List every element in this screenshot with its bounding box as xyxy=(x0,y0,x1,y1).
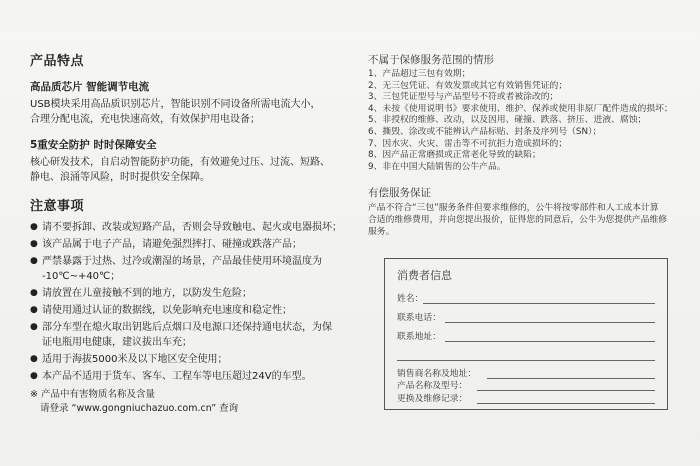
list-item: 6、撕毁、涂改或不能辨认产品标贴、封条及序列号（SN）； xyxy=(368,126,602,137)
feature-chip-line-2: 合理分配电流，充电快速高效，有效保护用电设备； xyxy=(30,114,260,125)
address-line-2 xyxy=(397,360,655,361)
bullet-icon: ● xyxy=(30,288,38,298)
list-item: ● 适用于海拔5000米及以下地区安全使用； xyxy=(30,354,228,365)
bullet-icon: ● xyxy=(30,222,38,232)
phone-line xyxy=(445,322,655,323)
product-features-title: 产品特点 xyxy=(30,54,85,69)
list-item: ● 请不要拆卸、改装或短路产品，否则会导致触电、起火或电器损坏； xyxy=(30,222,342,233)
product-label: 产品名称及型号： xyxy=(397,381,468,391)
list-item: 1、产品超过三包有效期； xyxy=(368,69,471,79)
hazard-substance-note xyxy=(30,388,360,416)
bottom-margin xyxy=(0,436,700,466)
feature-chip-line-1: USB模块采用高品质识别芯片，智能识别不同设备所需电流大小， xyxy=(30,99,321,110)
list-item: 2、无三包凭证、有效发票或其它有效销售凭证的； xyxy=(368,80,568,91)
list-item: ● 本产品不适用于货车、客车、工程车等电压超过24V的车型。 xyxy=(30,371,312,382)
list-item: ● 严禁暴露于过热、过冷或潮湿的场景，产品最佳使用环境温度为 -10℃~+40℃； xyxy=(30,256,322,282)
address-label: 联系地址： xyxy=(397,332,441,342)
cautions-title: 注意事项 xyxy=(30,199,85,214)
bullet-icon: ● xyxy=(30,239,38,249)
list-item: 8、因产品正常磨损或正常老化导致的缺陷； xyxy=(368,150,541,161)
exclusions-title: 不属于保修服务范围的情形 xyxy=(368,54,494,66)
feature-chip-heading: 高品质芯片 智能调节电流 xyxy=(30,81,150,93)
repair-record-field[interactable] xyxy=(397,391,655,405)
list-item: ● 请使用通过认证的数据线，以免影响充电速度和稳定性； xyxy=(30,305,292,316)
right-column xyxy=(368,52,688,238)
name-label: 姓名： xyxy=(397,294,424,304)
paid-service-line-3: 服务。 xyxy=(368,227,395,238)
feature-safety xyxy=(30,137,360,185)
address-line xyxy=(445,341,655,342)
paid-service-title: 有偿服务保证 xyxy=(368,187,431,200)
phone-field[interactable] xyxy=(397,310,655,324)
name-field[interactable] xyxy=(397,291,655,305)
list-item: 5、非授权的维修、改动，以及因用、碰撞、跌落、挤压、进液、腐蚀； xyxy=(368,115,647,126)
paid-service-line-2: 合适的维修费用，并向您提出报价，征得您的同意后，公牛为您提供产品维修 xyxy=(368,215,668,226)
repair-record-label: 更换及维修记录： xyxy=(397,394,468,404)
exclusions-list xyxy=(368,69,688,173)
top-margin xyxy=(0,0,700,32)
cautions-list xyxy=(30,220,360,384)
paid-service-section xyxy=(368,185,688,238)
bullet-icon: ● xyxy=(30,305,38,315)
feature-safety-line-2: 静电、浪涌等风险，时时提供安全保障。 xyxy=(30,172,210,183)
list-item: ● 该产品属于电子产品，请避免强烈摔打、碰撞或跌落产品； xyxy=(30,239,302,250)
consumer-info-title: 消费者信息 xyxy=(397,269,452,282)
address-extra-line[interactable] xyxy=(397,348,655,362)
product-field[interactable] xyxy=(397,378,655,392)
list-item: 3、三包凭证型号与产品型号不符或者被涂改的； xyxy=(368,92,559,103)
left-column xyxy=(30,50,360,416)
feature-safety-line-1: 核心研发技术，自启动智能防护功能，有效避免过压、过流、短路、 xyxy=(30,157,330,168)
bullet-icon: ● xyxy=(30,371,38,381)
list-item: 4、未按《使用说明书》要求使用、维护、保养或使用非原厂配件造成的损坏； xyxy=(368,103,673,114)
bullet-icon: ● xyxy=(30,322,38,332)
bullet-icon: ● xyxy=(30,354,38,364)
list-item: 7、因水灾、火灾、雷击等不可抗拒力造成损坏的； xyxy=(368,138,568,149)
phone-label: 联系电话： xyxy=(397,313,441,323)
feature-safety-heading: 5重安全防护 时时保障安全 xyxy=(30,139,157,151)
feature-chip xyxy=(30,79,360,127)
list-item: ● 部分车型在熄火取出钥匙后点烟口及电源口还保持通电状态，为保 证电瓶用电健康，建议拔出车充； xyxy=(30,322,332,348)
paid-service-line-1: 产品不符合“三包”服务条件但要求维修的，公牛将按零部件和人工成本计算 xyxy=(368,203,659,214)
address-field[interactable] xyxy=(397,329,655,343)
bullet-icon: ● xyxy=(30,256,38,266)
list-item: 9、非在中国大陆销售的公牛产品。 xyxy=(368,161,506,172)
note-line-1: ※ 产品中有害物质名称及含量 xyxy=(30,389,155,400)
dealer-label: 销售商名称及地址： xyxy=(397,369,477,379)
list-item: ● 请放置在儿童接触不到的地方，以防发生危险； xyxy=(30,288,252,299)
consumer-info-box xyxy=(384,258,668,410)
note-line-2: 请登录 “www.gongniuchazuo.com.cn” 查询 xyxy=(40,403,239,414)
repair-record-line xyxy=(477,403,655,404)
name-line xyxy=(423,303,655,304)
